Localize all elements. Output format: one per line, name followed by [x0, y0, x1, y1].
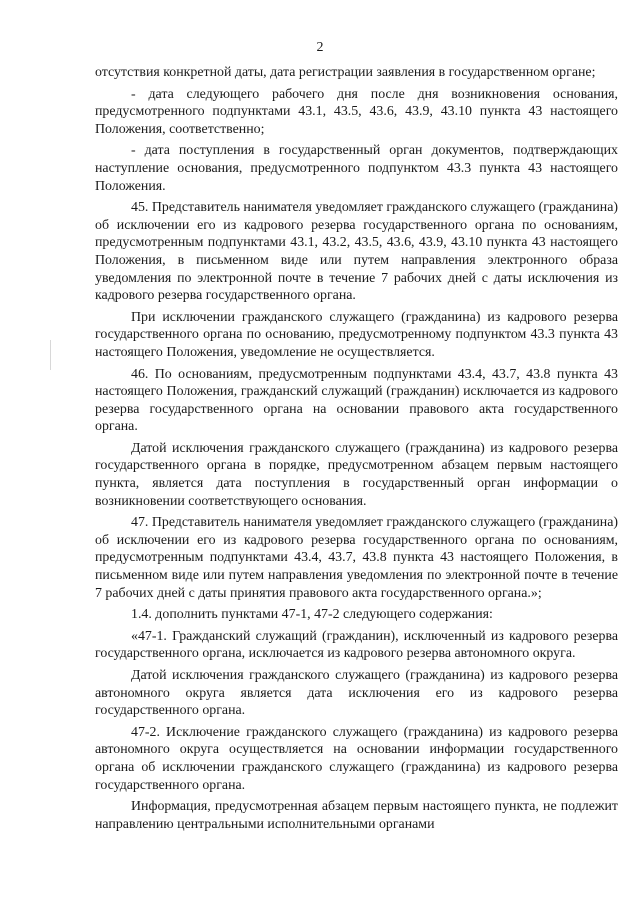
- paragraph: - дата поступления в государственный орган документов, подтверждающих наступление основания, предусмотренного подпунктом 43.3 пункта 43 настоящего Положения.: [95, 143, 618, 194]
- paragraph: отсутствия конкретной даты, дата регистрации заявления в государственном органе;: [95, 65, 596, 80]
- paragraph: Датой исключения гражданского служащего (гражданина) из кадрового резерва государственного органа в порядке, предусмотренном абзацем первым настоящего пункта, является дата поступления в государственный орган информации о возникновении соответствующего основания.: [95, 440, 618, 509]
- paragraph: 47. Представитель нанимателя уведомляет гражданского служащего (гражданина) об исключении его из кадрового резерва государственного органа по основаниям, предусмотренным подпунктами 43.4, 43.7, 43.8 пункта 43 настоящего Положения, в письменном виде или путем направления уведомления по электронной почте в течение 7 рабочих дней с даты принятия правового акта государственного органа.»;: [95, 515, 618, 601]
- paragraph: 1.4. дополнить пунктами 47-1, 47-2 следующего содержания:: [131, 607, 493, 623]
- document-body: [95, 64, 618, 833]
- paragraph: «47-1. Гражданский служащий (гражданин), исключенный из кадрового резерва государственного органа, исключается из кадрового резерва автономного округа.: [95, 628, 618, 662]
- paragraph: Информация, предусмотренная абзацем первым настоящего пункта, не подлежит направлению центральными исполнительными органами: [95, 799, 618, 832]
- paragraph: При исключении гражданского служащего (гражданина) из кадрового резерва государственного органа по основанию, предусмотренному подпунктом 43.3 пункта 43 настоящего Положения, уведомление не осуществляется.: [95, 309, 618, 360]
- paragraph: Датой исключения гражданского служащего (гражданина) из кадрового резерва автономного округа является дата исключения его из кадрового резерва государственного органа.: [95, 668, 618, 719]
- paragraph: 46. По основаниям, предусмотренным подпунктами 43.4, 43.7, 43.8 пункта 43 настоящего Положения, гражданский служащий (гражданин) исключается из кадрового резерва государственного органа на основании правового акта государственного органа.: [95, 366, 618, 435]
- paragraph: 45. Представитель нанимателя уведомляет гражданского служащего (гражданина) об исключении его из кадрового резерва государственного органа по основаниям, предусмотренным подпунктами 43.1, 43.2, 43.5, 43.6, 43.9, 43.10 пункта 43 настоящего Положения, в письменном виде или путем направления электронного образа уведомления по электронной почте в течение 7 рабочих дней с даты исключения из кадрового резерва государственного органа.: [95, 200, 618, 304]
- paragraph: - дата следующего рабочего дня после дня возникновения основания, предусмотренного подпунктами 43.1, 43.5, 43.6, 43.9, 43.10 пункта 43 настоящего Положения, соответственно;: [95, 86, 618, 137]
- paragraph: 47-2. Исключение гражданского служащего (гражданина) из кадрового резерва автономного округа осуществляется на основании информации государственного органа об исключении гражданского служащего (гражданина) из кадрового резерва государственного органа.: [95, 724, 618, 793]
- page-number: 2: [316, 40, 324, 55]
- margin-mark: [50, 340, 51, 370]
